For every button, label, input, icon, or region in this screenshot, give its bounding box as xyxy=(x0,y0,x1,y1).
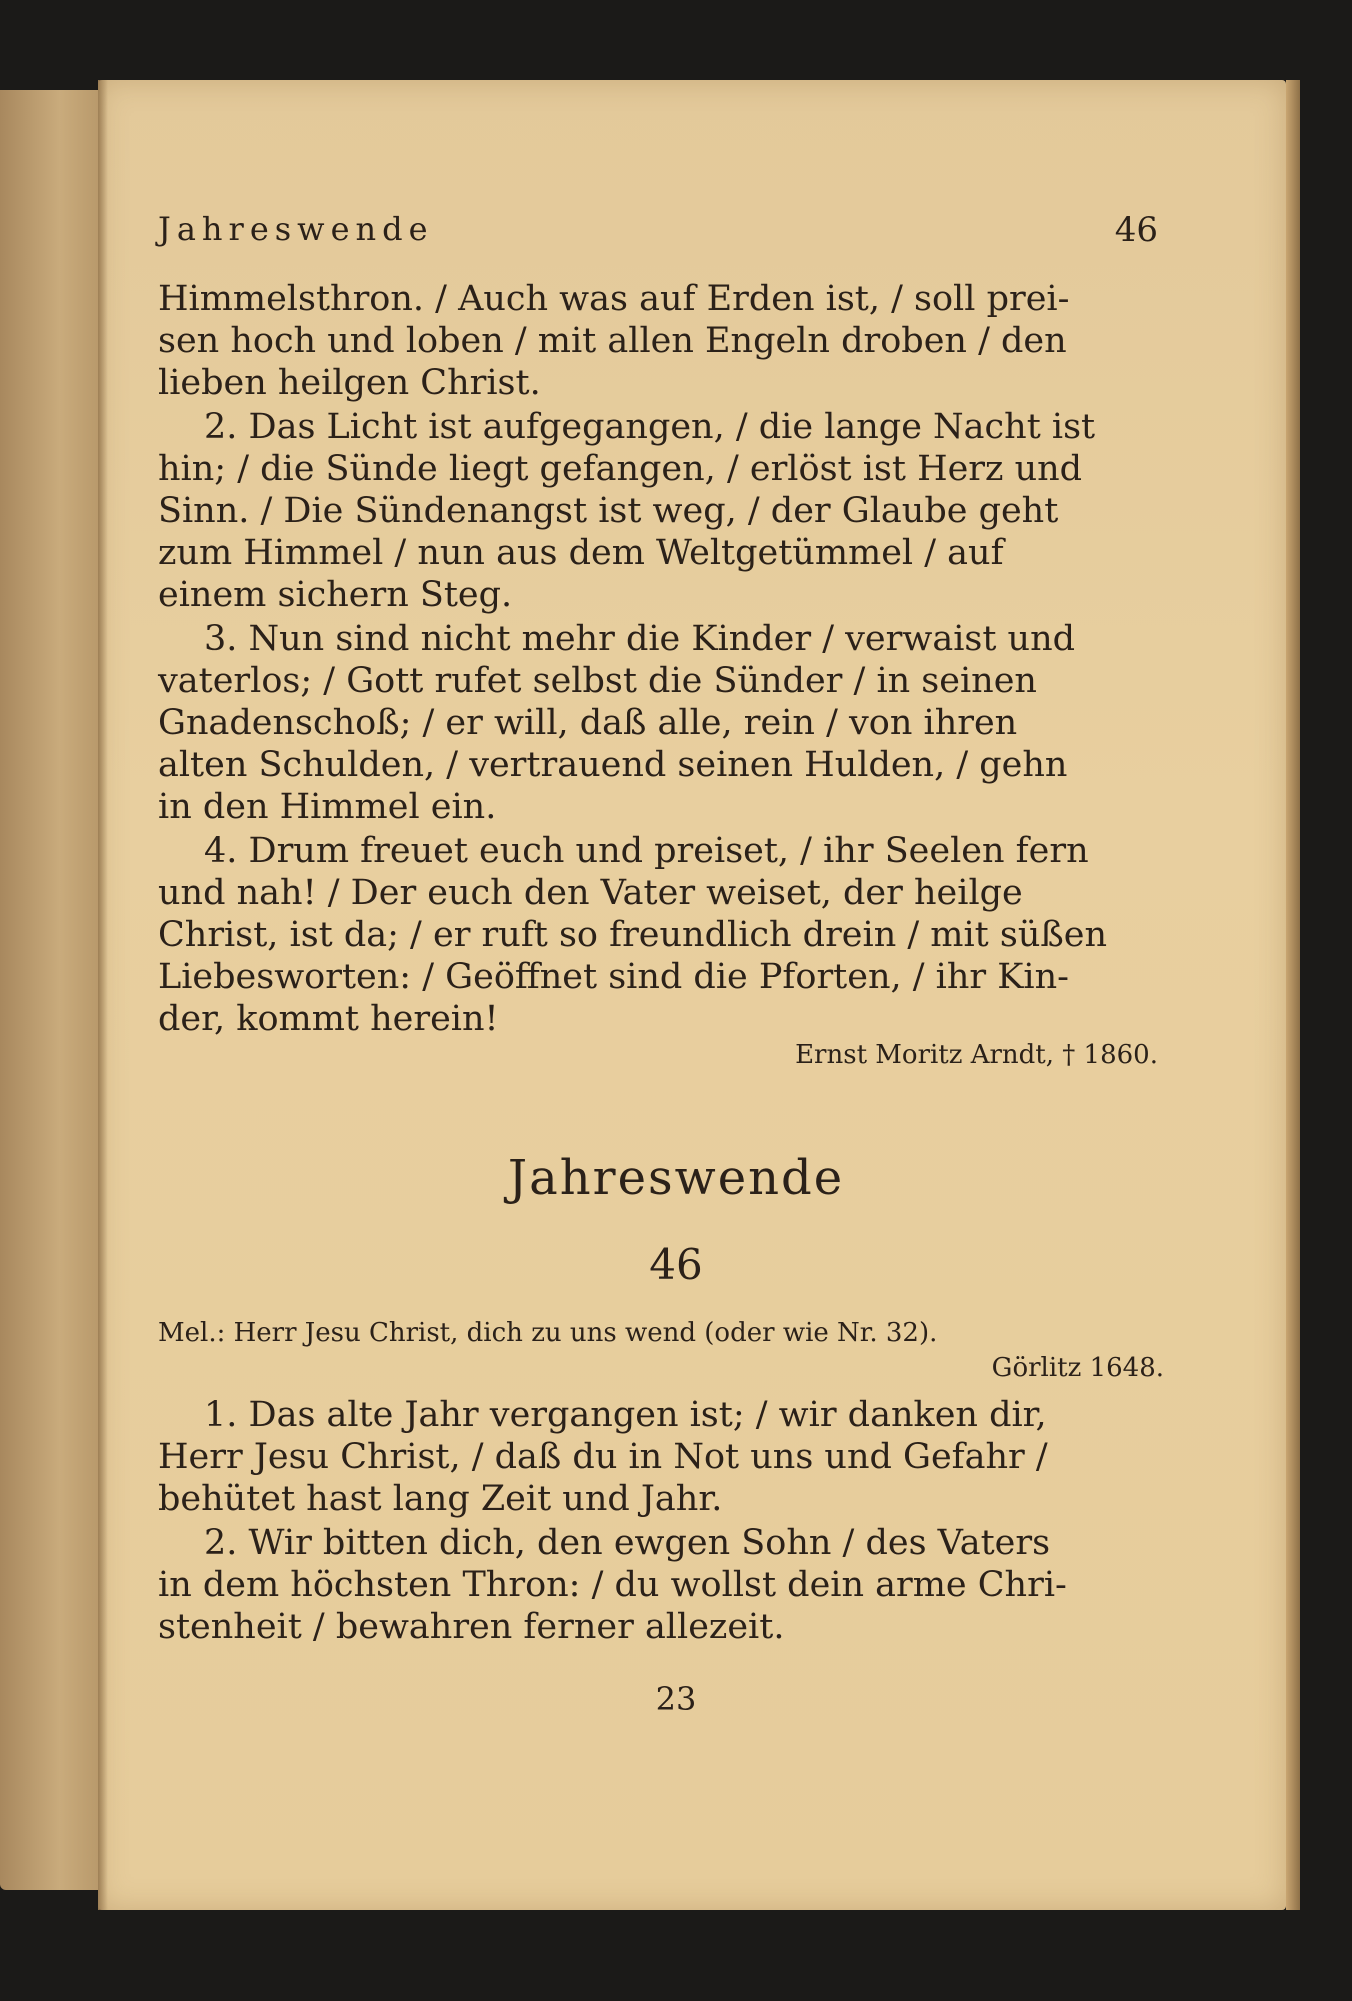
line: in den Himmel ein. xyxy=(158,787,497,827)
line: 2. Das Licht ist aufgegangen, / die lange Nacht ist xyxy=(204,407,1096,447)
line: behütet hast lang Zeit und Jahr. xyxy=(158,1479,723,1519)
stanza-continuation xyxy=(158,278,1164,404)
author-attribution: Ernst Moritz Arndt, † 1860. xyxy=(795,1040,1158,1070)
line: stenheit / bewahren ferner allezeit. xyxy=(158,1607,785,1647)
line: und nah! / Der euch den Vater weiset, der heilge xyxy=(158,873,1023,913)
line: Himmelsthron. / Auch was auf Erden ist, / soll prei- xyxy=(158,279,1070,319)
line: Sinn. / Die Sündenangst ist weg, / der Glaube geht xyxy=(158,491,1059,531)
origin-note: Görlitz 1648. xyxy=(991,1353,1164,1383)
line: einem sichern Steg. xyxy=(158,575,513,615)
running-head-title: Jahreswende xyxy=(158,210,434,248)
line: Gnadenschoß; / er will, daß alle, rein / von ihren xyxy=(158,703,1018,743)
running-head xyxy=(158,210,1158,248)
line: 2. Wir bitten dich, den ewgen Sohn / des Vaters xyxy=(204,1523,1051,1563)
song-number: 46 xyxy=(649,1240,703,1289)
facing-page-edge xyxy=(0,90,100,1890)
line: vaterlos; / Gott rufet selbst die Sünder / in seinen xyxy=(158,661,1037,701)
running-head-number: 46 xyxy=(1114,210,1158,250)
line: Liebesworten: / Geöffnet sind die Pforten, / ihr Kin- xyxy=(158,957,1069,997)
page-number: 23 xyxy=(655,1680,697,1718)
line: alten Schulden, / vertrauend seinen Hulden, / gehn xyxy=(158,745,1068,785)
stanza-4 xyxy=(158,830,1164,1040)
line: 1. Das alte Jahr vergangen ist; / wir danken dir, xyxy=(204,1395,1047,1435)
melody-note: Mel.: Herr Jesu Christ, dich zu uns wend (oder wie Nr. 32). xyxy=(158,1318,938,1348)
line: der, kommt herein! xyxy=(158,999,499,1039)
line: lieben heilgen Christ. xyxy=(158,363,541,403)
line: zum Himmel / nun aus dem Weltgetümmel / auf xyxy=(158,533,1004,573)
line: Herr Jesu Christ, / daß du in Not uns und Gefahr / xyxy=(158,1437,1048,1477)
line: 3. Nun sind nicht mehr die Kinder / verwaist und xyxy=(204,619,1076,659)
page-edge xyxy=(1286,80,1300,1910)
page-gutter xyxy=(98,80,108,1910)
line: hin; / die Sünde liegt gefangen, / erlöst ist Herz und xyxy=(158,449,1083,489)
song-stanza-2 xyxy=(158,1522,1164,1648)
stanza-3 xyxy=(158,618,1164,828)
line: in dem höchsten Thron: / du wollst dein arme Chri- xyxy=(158,1565,1067,1605)
line: sen hoch und loben / mit allen Engeln droben / den xyxy=(158,321,1067,361)
line: Christ, ist da; / er ruft so freundlich drein / mit süßen xyxy=(158,915,1107,955)
stanza-2 xyxy=(158,406,1164,616)
song-stanza-1 xyxy=(158,1394,1164,1520)
song-title: Jahreswende xyxy=(507,1150,845,1206)
line: 4. Drum freuet euch und preiset, / ihr Seelen fern xyxy=(204,831,1089,871)
